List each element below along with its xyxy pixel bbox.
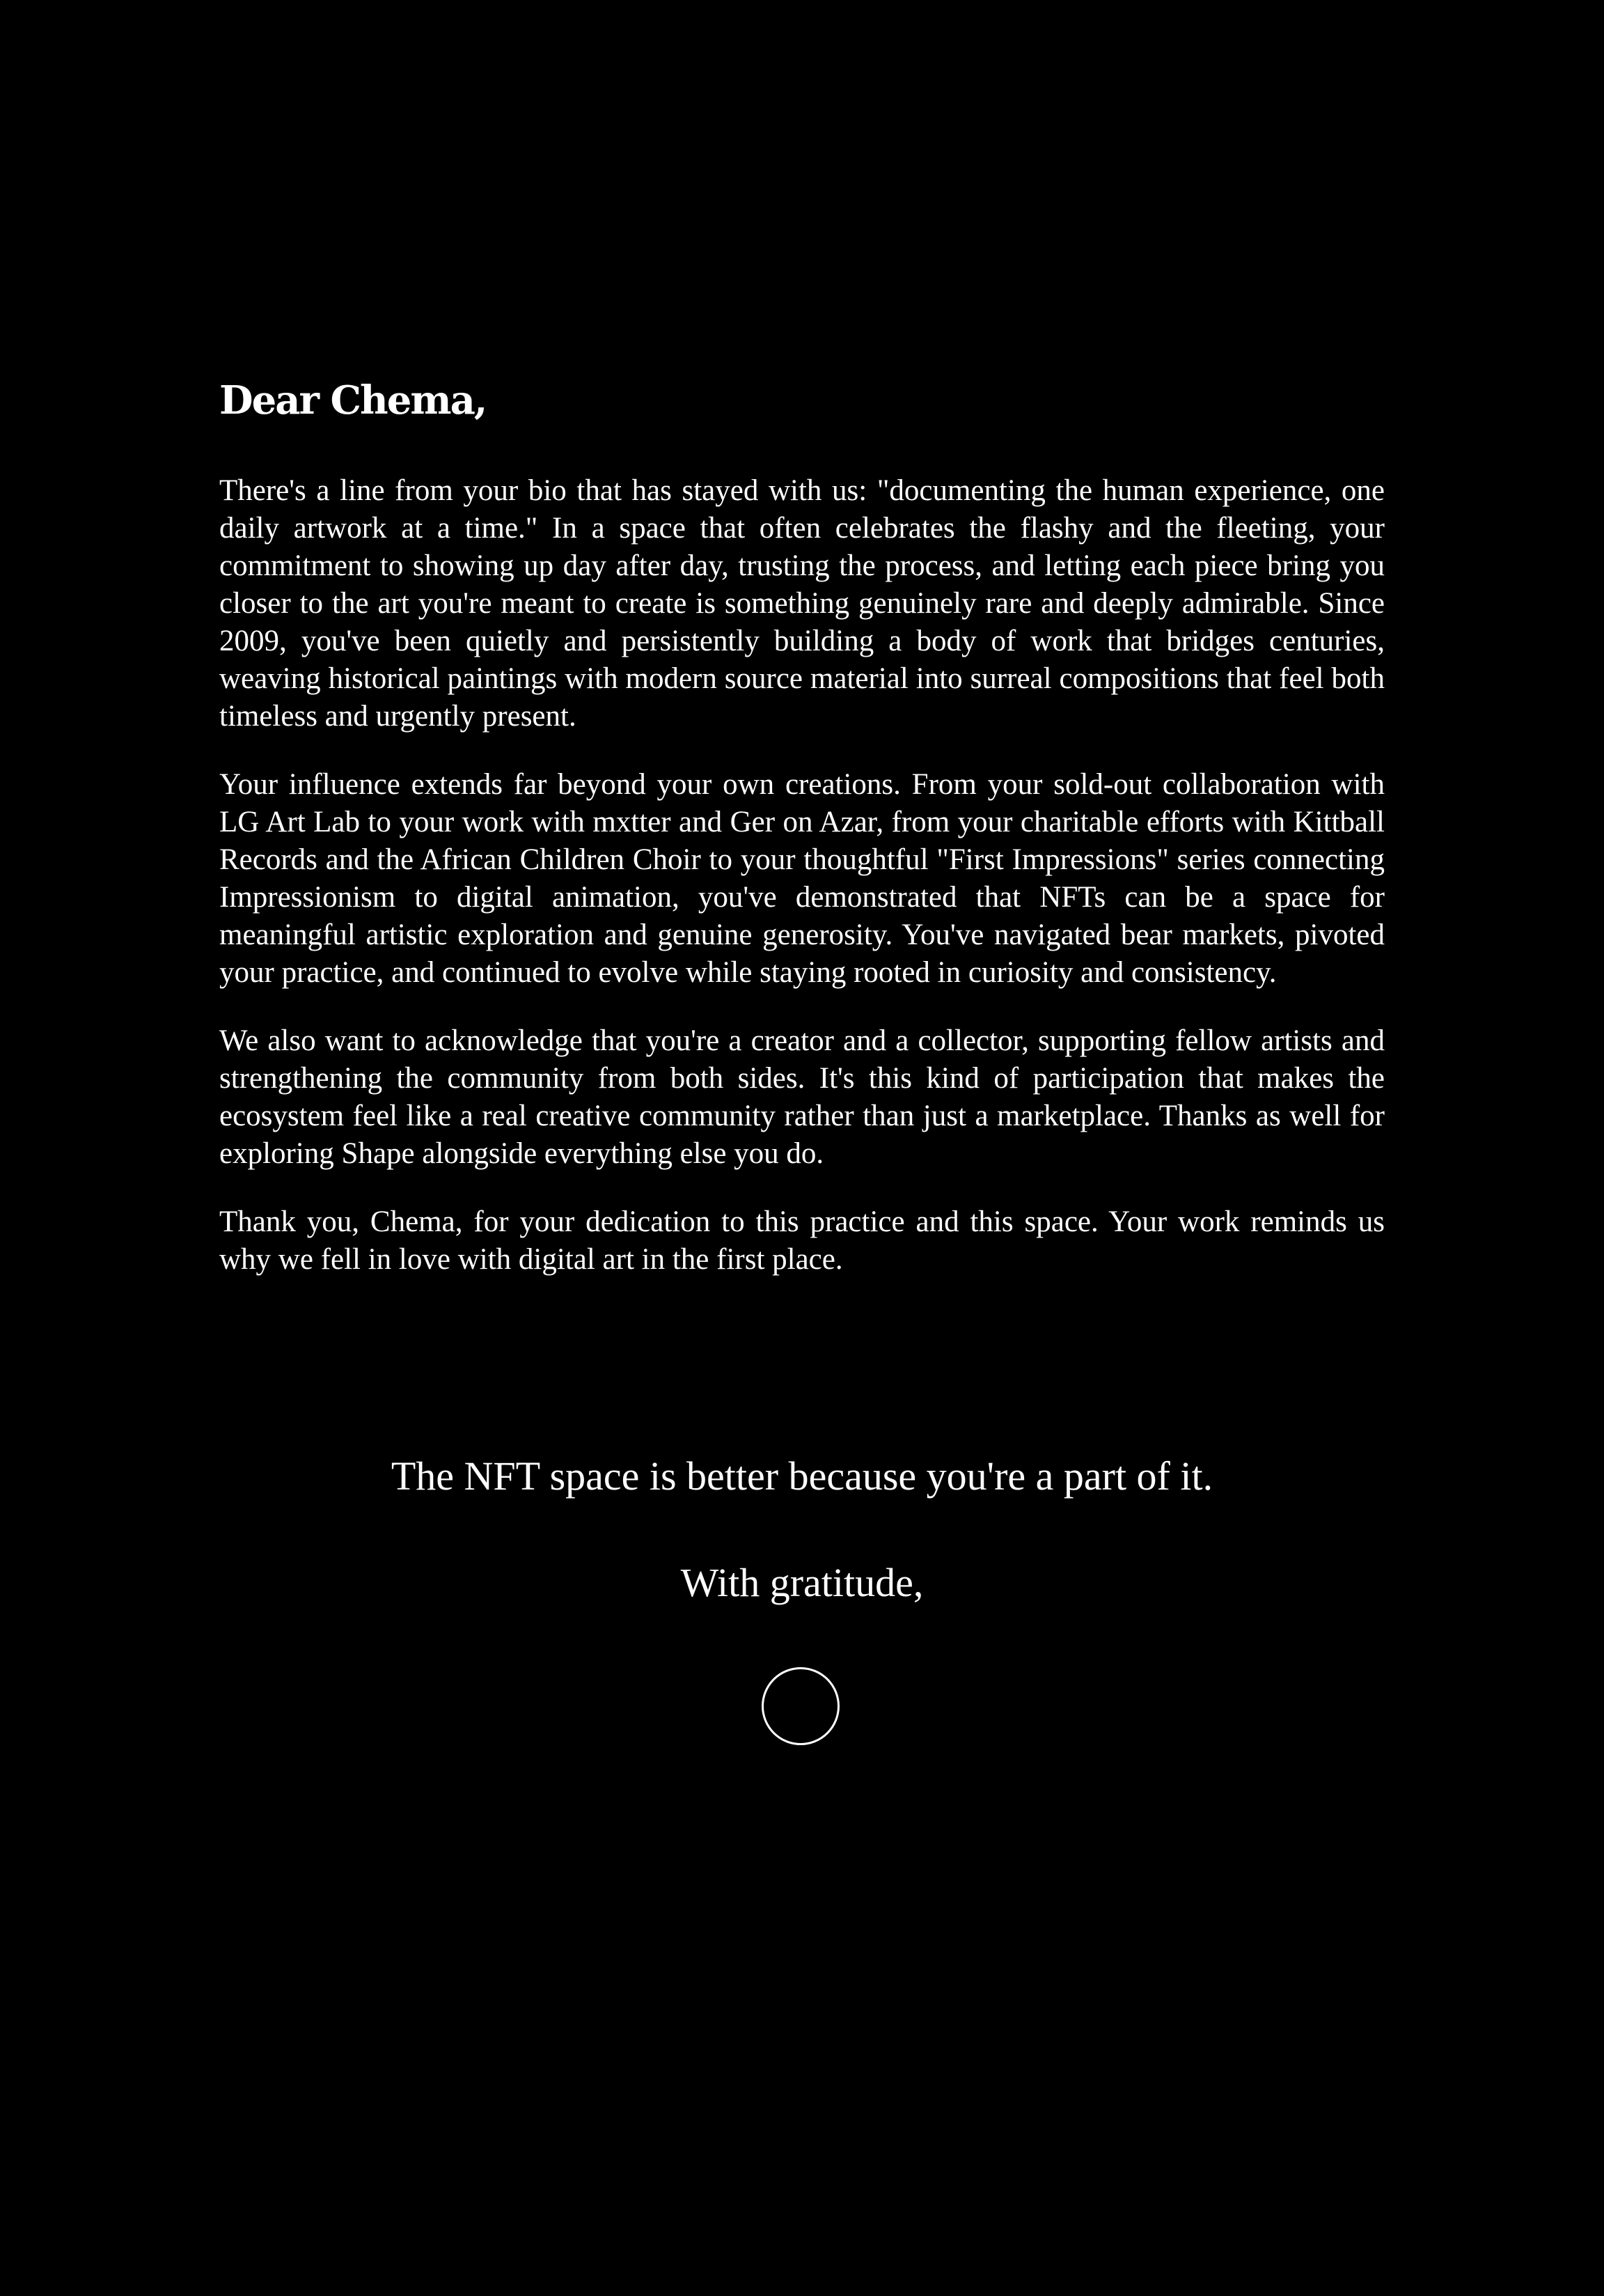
letter-body — [219, 369, 1385, 1309]
signoff-line: With gratitude, — [680, 1560, 924, 1605]
letter-greeting: Dear Chema, — [219, 377, 487, 423]
letter-paragraph-4: Thank you, Chema, for your dedication to this practice and this space. Your work reminds us why we fell in love with digital art in the first place. — [219, 1205, 1385, 1276]
letter-paragraph-1: There's a line from your bio that has stayed with us: "documenting the human experience, one daily artwork at a time." In a space that often celebrates the flashy and the fleeting, your commitment to showing up day after day, trusting the process, and letting each piece bring you closer to the art you're meant to create is something genuinely rare and deeply admirable. Since 2009, you've been quietly and persistently building a body of work that bridges centuries, weaving historical paintings with modern source material into surreal compositions that feel both timeless and urgently present. — [219, 474, 1385, 733]
closing-line: The NFT space is better because you're a part of it. — [391, 1453, 1213, 1499]
circle-signature-icon — [762, 1667, 840, 1745]
letter-paragraph-2: Your influence extends far beyond your own creations. From your sold-out collaboration with LG Art Lab to your work with mxtter and Ger on Azar, from your charitable efforts with Kittball Records and the African Children Choir to your thoughtful "First Impressions" series connecting Impressionism to digital animation, you've demonstrated that NFTs can be a space for meaningful artistic exploration and genuine generosity. You've navigated bear markets, pivoted your practice, and continued to evolve while staying rooted in curiosity and consistency. — [219, 768, 1385, 989]
letter-paragraph-3: We also want to acknowledge that you're a creator and a collector, supporting fellow artists and strengthening the community from both sides. It's this kind of participation that makes the ecosystem feel like a real creative community rather than just a marketplace. Thanks as well for exploring Shape alongside everything else you do. — [219, 1024, 1385, 1170]
